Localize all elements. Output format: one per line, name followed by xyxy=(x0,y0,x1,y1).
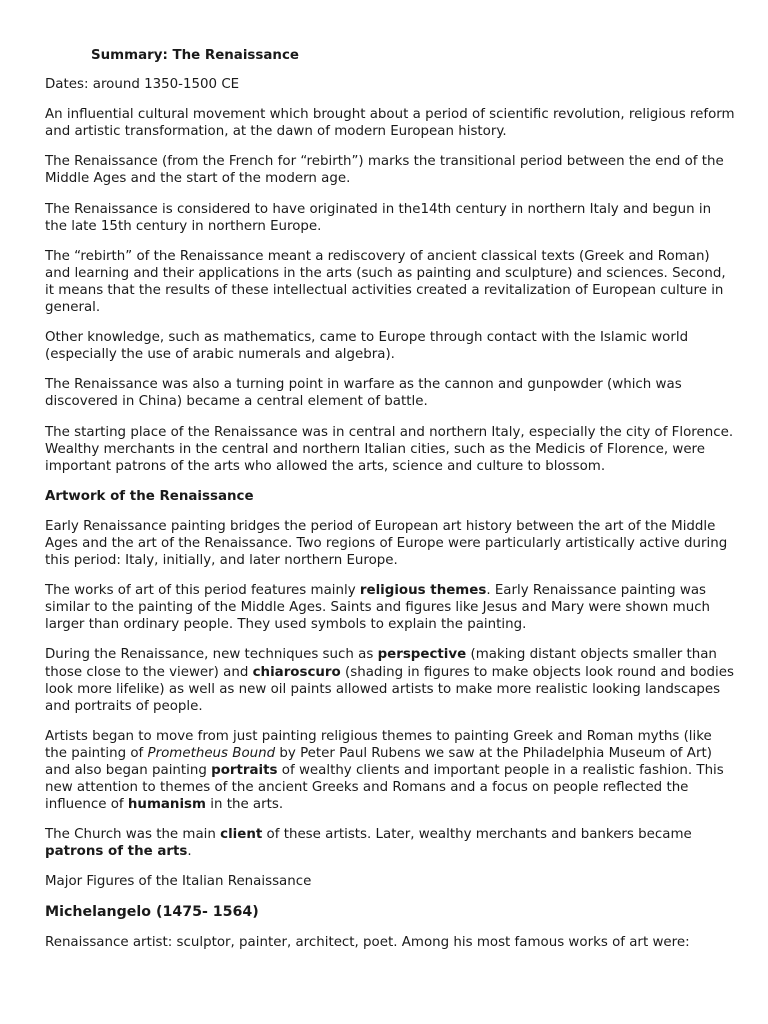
paragraph-warfare: The Renaissance was also a turning point in warfare as the cannon and gunpowder (which was discovered in China) became a central element of battle. xyxy=(45,377,682,410)
paragraph-techniques: During the Renaissance, new techniques such as perspective (making distant objects smaller than those close to the viewer) and chiaroscuro (shading in figures to make objects look round and bodies look more lifelike) as well as new oil paints allowed artists to make more realistic looking landscapes and portraits of people. xyxy=(45,647,734,714)
major-figures-line: Major Figures of the Italian Renaissance xyxy=(45,874,312,890)
heading-artwork: Artwork of the Renaissance xyxy=(45,488,254,504)
paragraph-myths: Artists began to move from just painting religious themes to painting Greek and Roman myths (like the painting of Prometheus Bound by Peter Paul Rubens we saw at the Philadelphia Museum of Art) and also began painting portraits of wealthy clients and important people in a realistic fashion. This new attention to themes of the ancient Greeks and Romans and a focus on people reflected the influence of humanism in the arts. xyxy=(45,728,724,813)
heading-michelangelo: Michelangelo (1475- 1564) xyxy=(45,903,259,920)
paragraph-church: The Church was the main client of these artists. Later, wealthy merchants and bankers became patrons of the arts. xyxy=(45,827,692,860)
paragraph-intro: An influential cultural movement which brought about a period of scientific revolution, religious reform and artistic transformation, at the dawn of modern European history. xyxy=(45,107,735,140)
paragraph-rediscovery: The “rebirth” of the Renaissance meant a rediscovery of ancient classical texts (Greek and Roman) and learning and their applications in the arts (such as painting and sculpture) and sciences. Second, it means that the results of these intellectual activities created a revitalization of European culture in general. xyxy=(45,248,726,316)
paragraph-michelangelo: Renaissance artist: sculptor, painter, architect, poet. Among his most famous works of art were: xyxy=(45,934,690,950)
document-title: Summary: The Renaissance xyxy=(91,48,299,63)
paragraph-early-painting: Early Renaissance painting bridges the period of European art history between the art of the Middle Ages and the art of the Renaissance. Two regions of Europe were particularly artistically active during this period: Italy, initially, and later northern Europe. xyxy=(45,518,728,569)
paragraph-religious-themes: The works of art of this period features mainly religious themes. Early Renaissance painting was similar to the painting of the Middle Ages. Saints and figures like Jesus and Mary were shown much larger than ordinary people. They used symbols to explain the painting. xyxy=(45,583,711,633)
paragraph-knowledge: Other knowledge, such as mathematics, came to Europe through contact with the Islamic world (especially the use of arabic numerals and algebra). xyxy=(45,330,689,363)
document-page xyxy=(45,47,735,964)
paragraph-origin: The Renaissance is considered to have originated in the14th century in northern Italy and begun in the late 15th century in northern Europe. xyxy=(45,201,712,234)
paragraph-florence: The starting place of the Renaissance was in central and northern Italy, especially the city of Florence. Wealthy merchants in the central and northern Italian cities, such as the Medicis of Florence, were important patrons of the arts who allowed the arts, science and culture to blossom. xyxy=(45,424,734,474)
dates-line: Dates: around 1350-1500 CE xyxy=(45,77,240,93)
paragraph-rebirth: The Renaissance (from the French for “rebirth”) marks the transitional period between the end of the Middle Ages and the start of the modern age. xyxy=(45,154,724,187)
